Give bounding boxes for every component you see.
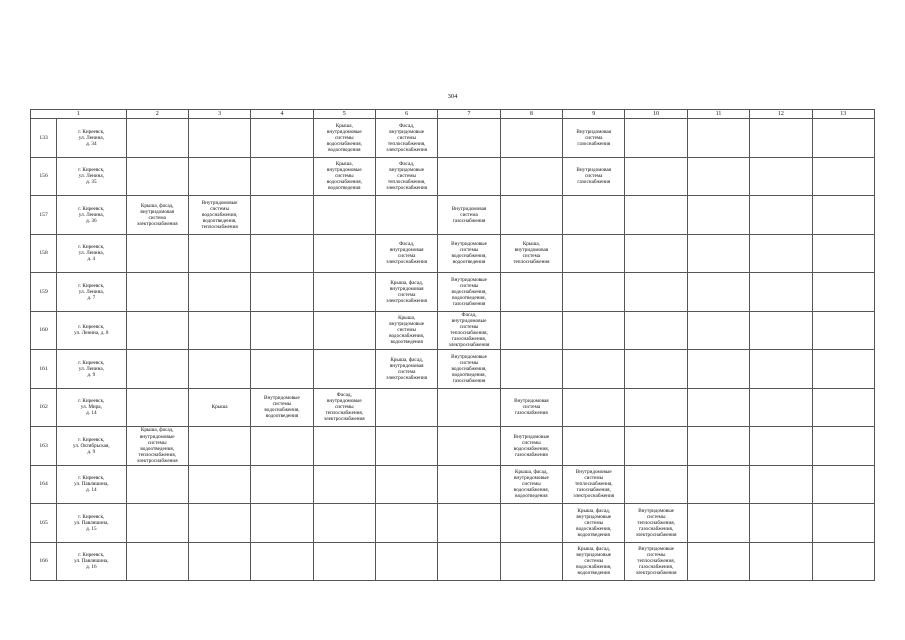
address-text: г. Киреевск, ул. Павлишина, д. 14: [74, 475, 109, 494]
work-cell-col-10: [625, 542, 687, 581]
row-number-cell: 161: [31, 350, 57, 389]
work-cell-col-8: [500, 465, 562, 504]
address-cell: [57, 311, 126, 350]
address-cell: [57, 350, 126, 389]
header-cell-7: 7: [438, 110, 500, 119]
work-text: Внутридомовые системы водоснабжения, газоснабжения: [513, 433, 550, 458]
work-cell-col-11: [687, 465, 749, 504]
header-cell-10: 10: [625, 110, 687, 119]
work-cell-col-7: [438, 157, 500, 196]
work-text: Крыша, фасад, внутридомовая система электроснабжения: [386, 279, 428, 304]
table-row: [31, 234, 875, 273]
table-row: [31, 350, 875, 389]
header-cell-9: 9: [563, 110, 625, 119]
header-cell-1: 1: [31, 110, 127, 119]
work-text: Внутридомовая система газоснабжения: [514, 398, 549, 417]
header-cell-6: 6: [375, 110, 437, 119]
work-cell-col-4: [251, 119, 313, 158]
work-cell-col-4: [251, 542, 313, 581]
row-number-cell: 133: [31, 119, 57, 158]
work-cell-col-2: [126, 542, 188, 581]
work-cell-col-7: [438, 388, 500, 427]
address-text: г. Киреевск, ул. Мира, д. 14: [78, 398, 105, 417]
address-cell: [57, 234, 126, 273]
work-text: Внутридомовые системы водоснабжения, водоотведения, теплоснабжения: [201, 199, 238, 230]
work-cell-col-9: [563, 350, 625, 389]
work-text: Внутридомовая система газоснабжения: [451, 205, 487, 224]
work-cell-col-6: [375, 350, 437, 389]
header-cell-8: 8: [500, 110, 562, 119]
work-cell-col-2: [126, 427, 188, 466]
address-text: г. Киреевск, ул. Ленина, д. 34: [78, 128, 105, 147]
header-cell-3: 3: [188, 110, 250, 119]
work-cell-col-4: [251, 350, 313, 389]
work-cell-col-9: [563, 196, 625, 235]
address-text: г. Киреевск, ул. Павлишина, д. 16: [74, 552, 109, 571]
work-cell-col-3: [188, 157, 250, 196]
work-cell-col-9: [563, 504, 625, 543]
address-cell: [57, 273, 126, 312]
work-cell-col-8: [500, 119, 562, 158]
address-cell: [57, 542, 126, 581]
work-text: Внутридомовые системы водоснабжения, водоотведения, газоснабжения: [451, 276, 487, 307]
address-cell: [57, 388, 126, 427]
work-text: Фасад, внутридомовая система электроснабжения: [386, 241, 428, 266]
row-number-cell: 157: [31, 196, 57, 235]
work-cell-col-13: [812, 465, 875, 504]
work-text: Крыша, внутридомовая система теплоснабжения: [513, 241, 550, 266]
work-cell-col-10: [625, 311, 687, 350]
work-cell-col-2: [126, 350, 188, 389]
work-cell-col-13: [812, 388, 875, 427]
work-cell-col-9: [563, 311, 625, 350]
work-cell-col-8: [500, 273, 562, 312]
work-cell-col-13: [812, 234, 875, 273]
work-text: Крыша, внутридомовые системы водоснабжения, водоотведения: [326, 122, 362, 153]
work-text: Внутридомовые системы теплоснабжения, газоснабжения, электроснабжения: [635, 546, 677, 577]
work-cell-col-12: [750, 119, 812, 158]
row-number-cell: 166: [31, 542, 57, 581]
work-cell-col-9: [563, 234, 625, 273]
work-cell-col-4: [251, 427, 313, 466]
work-cell-col-6: [375, 504, 437, 543]
table-row: [31, 465, 875, 504]
work-cell-col-4: [251, 504, 313, 543]
row-number-cell: 160: [31, 311, 57, 350]
work-cell-col-6: [375, 311, 437, 350]
work-cell-col-3: [188, 273, 250, 312]
work-cell-col-5: [313, 465, 375, 504]
table-row: [31, 427, 875, 466]
work-cell-col-7: [438, 542, 500, 581]
work-cell-col-2: [126, 311, 188, 350]
header-cell-12: 12: [750, 110, 812, 119]
work-cell-col-13: [812, 196, 875, 235]
address-text: г. Киреевск, ул. Ленина, д. 36: [78, 205, 105, 224]
work-cell-col-11: [687, 234, 749, 273]
work-cell-col-10: [625, 157, 687, 196]
work-cell-col-3: [188, 234, 250, 273]
work-cell-col-4: [251, 465, 313, 504]
table-row: [31, 273, 875, 312]
work-cell-col-13: [812, 311, 875, 350]
work-cell-col-10: [625, 388, 687, 427]
work-cell-col-8: [500, 504, 562, 543]
work-cell-col-5: [313, 234, 375, 273]
work-cell-col-10: [625, 465, 687, 504]
work-cell-col-10: [625, 350, 687, 389]
work-text: Крыша, внутридомовые системы водоснабжения, водоотведения: [389, 315, 425, 346]
work-cell-col-6: [375, 196, 437, 235]
work-cell-col-5: [313, 504, 375, 543]
table-row: [31, 119, 875, 158]
work-cell-col-11: [687, 542, 749, 581]
work-text: Фасад, внутридомовые системы теплоснабжения, электроснабжения: [386, 122, 428, 153]
work-cell-col-13: [812, 273, 875, 312]
work-cell-col-12: [750, 465, 812, 504]
work-cell-col-5: [313, 311, 375, 350]
work-text: Внутридомовая система газоснабжения: [576, 167, 612, 186]
work-cell-col-7: [438, 427, 500, 466]
work-cell-col-8: [500, 350, 562, 389]
work-cell-col-6: [375, 234, 437, 273]
work-cell-col-5: [313, 119, 375, 158]
work-cell-col-3: [188, 350, 250, 389]
table-row: [31, 196, 875, 235]
work-cell-col-9: [563, 542, 625, 581]
work-text: Внутридомовые системы водоснабжения, водоотведения: [451, 241, 487, 266]
work-cell-col-5: [313, 350, 375, 389]
work-cell-col-4: [251, 311, 313, 350]
work-text: Фасад, внутридомовые системы теплоснабжения, электроснабжения: [386, 161, 428, 192]
work-cell-col-11: [687, 388, 749, 427]
work-text: Внутридомовые системы водоснабжения, водоотведения: [264, 395, 300, 420]
work-cell-col-6: [375, 542, 437, 581]
work-cell-col-8: [500, 157, 562, 196]
header-cell-11: 11: [687, 110, 749, 119]
work-cell-col-10: [625, 119, 687, 158]
work-cell-col-7: [438, 273, 500, 312]
header-cell-4: 4: [251, 110, 313, 119]
work-cell-col-3: [188, 427, 250, 466]
work-text: Крыша, фасад, внутридомовые системы водоотведения, теплоснабжения, электроснабжения: [136, 427, 178, 464]
row-number-cell: 165: [31, 504, 57, 543]
work-cell-col-3: [188, 465, 250, 504]
work-cell-col-2: [126, 196, 188, 235]
work-cell-col-6: [375, 465, 437, 504]
work-cell-col-5: [313, 273, 375, 312]
address-text: г. Киреевск, ул. Ленина, д. 4: [78, 244, 105, 263]
work-cell-col-2: [126, 234, 188, 273]
work-cell-col-10: [625, 504, 687, 543]
work-cell-col-6: [375, 157, 437, 196]
work-cell-col-13: [812, 350, 875, 389]
row-number-cell: 164: [31, 465, 57, 504]
work-text: Крыша, фасад, внутридомовые системы водоснабжения, водоотведения: [576, 546, 612, 577]
header-cell-5: 5: [313, 110, 375, 119]
work-cell-col-12: [750, 350, 812, 389]
work-cell-col-6: [375, 119, 437, 158]
work-cell-col-13: [812, 157, 875, 196]
work-cell-col-2: [126, 119, 188, 158]
work-text: Фасад, внутридомовые системы теплоснабжения, электроснабжения: [323, 392, 365, 423]
work-cell-col-7: [438, 350, 500, 389]
work-cell-col-13: [812, 119, 875, 158]
work-cell-col-9: [563, 465, 625, 504]
header-row: [31, 110, 875, 119]
address-text: г. Киреевск, ул. Павлишина, д. 15: [74, 513, 109, 532]
table-row: [31, 311, 875, 350]
row-number-cell: 159: [31, 273, 57, 312]
work-cell-col-6: [375, 388, 437, 427]
address-cell: [57, 157, 126, 196]
work-cell-col-12: [750, 196, 812, 235]
work-cell-col-8: [500, 311, 562, 350]
work-cell-col-10: [625, 234, 687, 273]
work-cell-col-13: [812, 427, 875, 466]
address-cell: [57, 427, 126, 466]
work-text: Крыша, фасад, внутридомовые системы водоснабжения, водоотведения: [576, 507, 612, 538]
work-cell-col-3: [188, 119, 250, 158]
work-cell-col-11: [687, 273, 749, 312]
address-text: г. Киреевск, ул. Ленина, д. 9: [78, 359, 105, 378]
work-cell-col-12: [750, 311, 812, 350]
address-text: г. Киреевск, ул. Ленина, д. 35: [78, 167, 105, 186]
work-cell-col-10: [625, 273, 687, 312]
address-cell: [57, 119, 126, 158]
work-cell-col-7: [438, 311, 500, 350]
work-cell-col-6: [375, 427, 437, 466]
work-cell-col-3: [188, 542, 250, 581]
row-number-cell: 158: [31, 234, 57, 273]
work-cell-col-8: [500, 388, 562, 427]
work-text: Внутридомовые системы водоснабжения, водоотведения, газоснабжения: [451, 353, 487, 384]
work-cell-col-2: [126, 157, 188, 196]
work-cell-col-3: [188, 388, 250, 427]
work-cell-col-5: [313, 542, 375, 581]
work-cell-col-9: [563, 273, 625, 312]
work-cell-col-9: [563, 157, 625, 196]
work-text: Внутридомовые системы теплоснабжения, газоснабжения, электроснабжения: [573, 469, 615, 500]
work-cell-col-12: [750, 273, 812, 312]
work-cell-col-11: [687, 119, 749, 158]
work-cell-col-7: [438, 196, 500, 235]
work-cell-col-12: [750, 388, 812, 427]
work-cell-col-2: [126, 388, 188, 427]
work-cell-col-7: [438, 465, 500, 504]
work-cell-col-5: [313, 388, 375, 427]
address-cell: [57, 196, 126, 235]
work-text: Крыша, фасад, внутридомовая система электроснабжения: [136, 202, 178, 227]
work-cell-col-8: [500, 427, 562, 466]
work-cell-col-7: [438, 504, 500, 543]
work-text: Крыша, фасад, внутридомовые системы водоснабжения, водоотведения: [513, 469, 549, 500]
work-cell-col-10: [625, 196, 687, 235]
work-cell-col-9: [563, 427, 625, 466]
work-cell-col-12: [750, 542, 812, 581]
table-body: [31, 110, 875, 581]
work-cell-col-11: [687, 350, 749, 389]
address-cell: [57, 504, 126, 543]
table-row: [31, 388, 875, 427]
work-cell-col-8: [500, 196, 562, 235]
address-text: г. Киреевск, ул. Октябрьская, д. 9: [73, 436, 110, 455]
work-cell-col-4: [251, 273, 313, 312]
row-number-cell: 163: [31, 427, 57, 466]
work-cell-col-9: [563, 388, 625, 427]
work-cell-col-13: [812, 542, 875, 581]
work-cell-col-11: [687, 504, 749, 543]
work-cell-col-12: [750, 427, 812, 466]
header-cell-2: 2: [126, 110, 188, 119]
work-cell-col-5: [313, 157, 375, 196]
work-cell-col-4: [251, 157, 313, 196]
work-text: Крыша, фасад, внутридомовая система электроснабжения: [386, 356, 428, 381]
work-cell-col-5: [313, 427, 375, 466]
work-cell-col-13: [812, 504, 875, 543]
work-cell-col-11: [687, 157, 749, 196]
work-cell-col-8: [500, 542, 562, 581]
table-row: [31, 504, 875, 543]
work-text: Фасад, внутридомовые системы теплоснабжения, газоснабжения, электроснабжения: [448, 311, 490, 349]
work-cell-col-2: [126, 504, 188, 543]
header-cell-13: 13: [812, 110, 875, 119]
work-cell-col-9: [563, 119, 625, 158]
row-number-cell: 156: [31, 157, 57, 196]
work-cell-col-5: [313, 196, 375, 235]
work-cell-col-7: [438, 119, 500, 158]
work-text: Крыша: [211, 404, 228, 411]
address-text: г. Киреевск, ул. Ленина, д. 7: [78, 282, 105, 301]
work-cell-col-11: [687, 427, 749, 466]
work-cell-col-4: [251, 234, 313, 273]
work-cell-col-8: [500, 234, 562, 273]
table-row: [31, 542, 875, 581]
work-text: Внутридомовая система газоснабжения: [576, 128, 612, 147]
address-text: г. Киреевск, ул. Ленина, д. 8: [74, 324, 109, 337]
work-cell-col-3: [188, 196, 250, 235]
work-cell-col-4: [251, 196, 313, 235]
row-number-cell: 162: [31, 388, 57, 427]
page-number: 304: [447, 93, 458, 100]
work-cell-col-12: [750, 157, 812, 196]
work-text: Внутридомовые системы теплоснабжения, газоснабжения, электроснабжения: [635, 507, 677, 538]
table-row: [31, 157, 875, 196]
address-cell: [57, 465, 126, 504]
work-cell-col-4: [251, 388, 313, 427]
work-cell-col-3: [188, 311, 250, 350]
work-cell-col-2: [126, 273, 188, 312]
work-cell-col-11: [687, 196, 749, 235]
work-text: Крыша, внутридомовые системы водоснабжения, водоотведения: [326, 161, 362, 192]
work-cell-col-2: [126, 465, 188, 504]
work-cell-col-3: [188, 504, 250, 543]
work-cell-col-6: [375, 273, 437, 312]
work-cell-col-12: [750, 234, 812, 273]
work-cell-col-12: [750, 504, 812, 543]
work-cell-col-7: [438, 234, 500, 273]
work-cell-col-11: [687, 311, 749, 350]
work-cell-col-10: [625, 427, 687, 466]
repair-schedule-table: [30, 109, 875, 581]
